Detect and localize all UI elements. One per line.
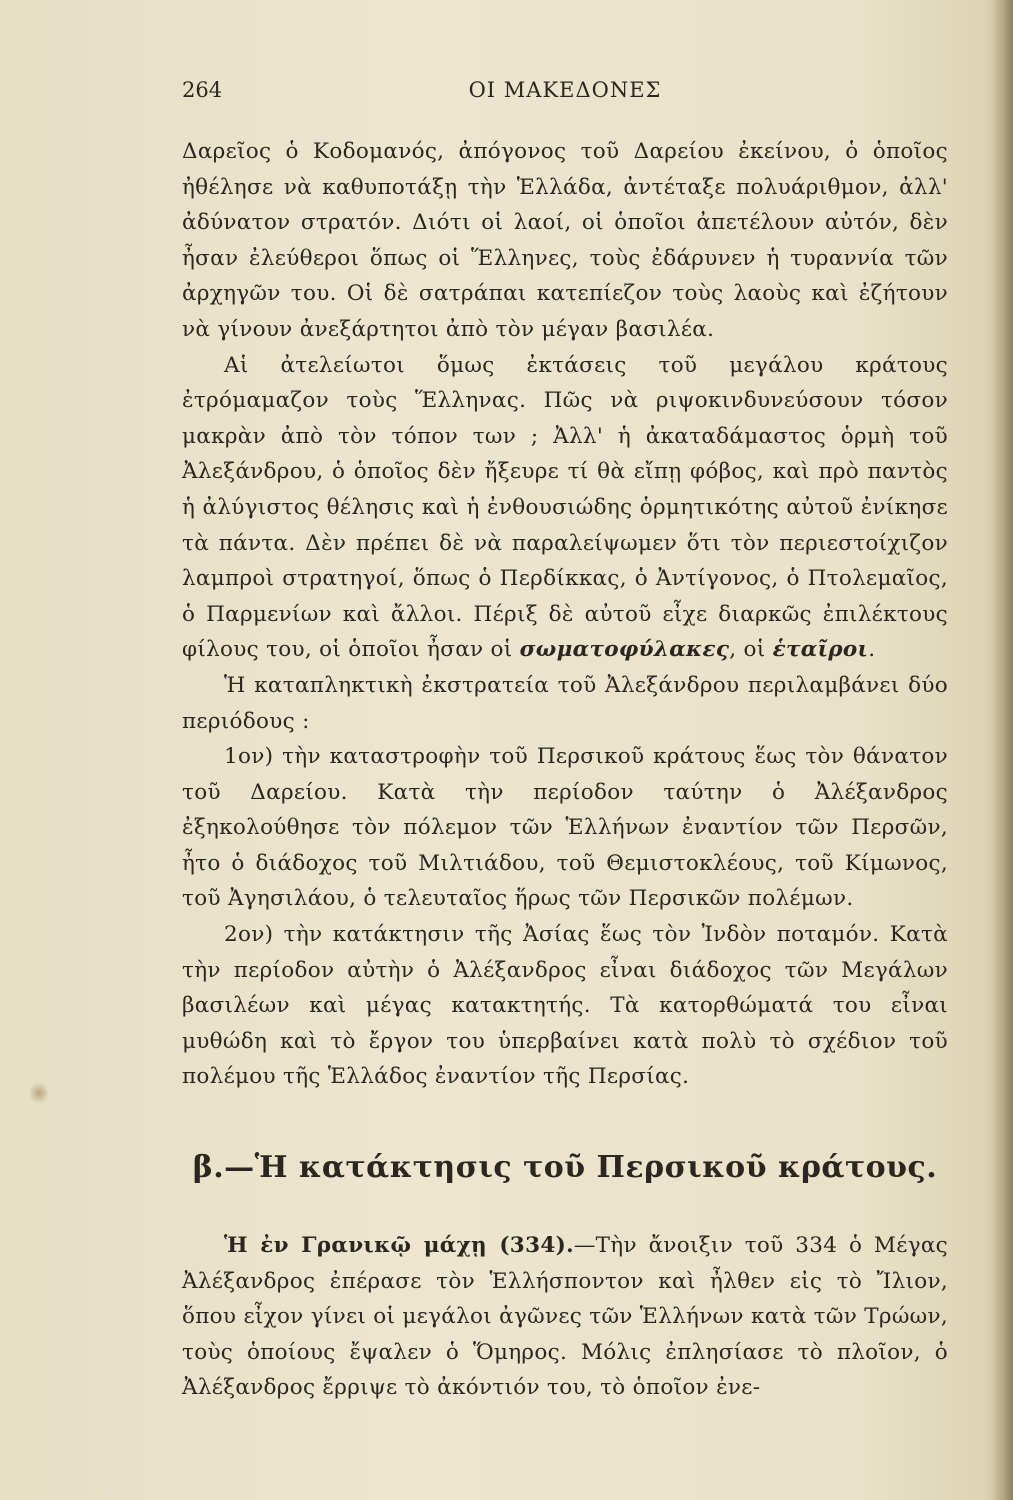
paragraph: Ἡ καταπληκτικὴ ἐκστρατεία τοῦ Ἀλεξάνδρου περιλαμβάνει δύο περιόδους : [182, 672, 948, 734]
paragraph: Αἱ ἀτελείωτοι ὅμως ἐκτάσεις τοῦ μεγάλου κράτους ἐτρόμαμαζον τοὺς Ἕλληνας. Πῶς νὰ ριψοκινδυνεύσουν τόσον μακρὰν ἀπὸ τὸν τόπον των ; Ἀλλ' ἡ ἀκαταδάμαστος ὁρμὴ τοῦ Ἀλεξάνδρου, ὁ ὁποῖος δὲν ἤξευρε τί θὰ εἴπῃ φόβος, καὶ πρὸ παντὸς ἡ ἀλύγιστος θέλησις καὶ ἡ ἐνθουσιώδης ὁρμητικότης αὐτοῦ ἐνίκησε τὰ πάντα. Δὲν πρέπει δὲ νὰ παραλείψωμεν ὅτι τὸν περιεστοίχιζον λαμπροὶ στρατηγοί, ὅπως ὁ Περδίκκας, ὁ Ἀντίγονος, ὁ Πτολεμαῖος, ὁ Παρμενίων καὶ ἄλλοι. Πέριξ δὲ αὐτοῦ εἶχε διαρκῶς ἐπιλέκτους φίλους του, οἱ ὁποῖοι ἦσαν οἱ σωματοφύλακες, οἱ ἑταῖροι. [182, 352, 948, 663]
paragraph: Δαρεῖος ὁ Κοδομανός, ἀπόγονος τοῦ Δαρείου ἐκείνου, ὁ ὁποῖος ἠθέλησε νὰ καθυποτάξῃ τὴν Ἑλλάδα, ἀντέταξε πολυάριθμον, ἀλλ' ἀδύνατον στρατόν. Διότι οἱ λαοί, οἱ ὁποῖοι ἀπετέλουν αὐτόν, δὲν ἦσαν ἐλεύθεροι ὅπως οἱ Ἕλληνες, τοὺς ἐδάρυνεν ἡ τυραννία τῶν ἀρχηγῶν του. Οἱ δὲ σατράπαι κατεπίεζον τοὺς λαοὺς καὶ ἐζήτουν νὰ γίνουν ἀνεξάρτητοι ἀπὸ τὸν μέγαν βασιλέα. [182, 139, 948, 342]
page-header [182, 78, 948, 114]
paragraph: 1ον) τὴν καταστροφὴν τοῦ Περσικοῦ κράτους ἕως τὸν θάνατον τοῦ Δαρείου. Κατὰ τὴν περίοδον ταύτην ὁ Ἀλέξανδρος ἐξηκολούθησε τὸν πόλεμον τῶν Ἑλλήνων ἐναντίον τῶν Περσῶν, ἦτο ὁ διάδοχος τοῦ Μιλτιάδου, τοῦ Θεμιστοκλέους, τοῦ Κίμωνος, τοῦ Ἀγησιλάου, ὁ τελευταῖος ἥρως τῶν Περσικῶν πολέμων. [182, 744, 948, 912]
paragraph: 2ον) τὴν κατάκτησιν τῆς Ἀσίας ἕως τὸν Ἰνδὸν ποταμόν. Κατὰ τὴν περίοδον αὐτὴν ὁ Ἀλέξανδρος εἶναι διάδοχος τῶν Μεγάλων βασιλέων καὶ μέγας κατακτητής. Τὰ κατορθώματά του εἶναι μυθώδη καὶ τὸ ἔργον του ὑπερβαίνει κατὰ πολὺ τὸ σχέδιον τοῦ πολέμου τῆς Ἑλλάδος ἐναντίον τῆς Περσίας. [182, 922, 948, 1090]
running-title: ΟΙ ΜΑΚΕΔΟΝΕΣ [468, 78, 662, 102]
section-heading: β.—Ἡ κατάκτησις τοῦ Περσικοῦ κράτους. [192, 1150, 938, 1185]
section-body [182, 1228, 948, 1406]
page-edge-shadow [991, 0, 1013, 1500]
page-number: 264 [182, 78, 223, 102]
run-in-heading: Ἡ ἐν Γρανικῷ μάχῃ (334). [224, 1233, 574, 1258]
emphasis-term: σωματοφύλακες [519, 637, 730, 663]
paper-stain [30, 1082, 48, 1104]
emphasis-term: ἑταῖροι [772, 637, 869, 663]
paragraph: Ἡ ἐν Γρανικῷ μάχῃ (334).—Τὴν ἄνοιξιν τοῦ 334 ὁ Μέγας Ἀλέξανδρος ἐπέρασε τὸν Ἑλλήσποντον καὶ ἦλθεν εἰς τὸ Ἴλιον, ὅπου εἶχον γίνει οἱ μεγάλοι ἀγῶνες τῶν Ἑλλήνων κατὰ τῶν Τρώων, τοὺς ὁποίους ἔψαλεν ὁ Ὅμηρος. Μόλις ἐπλησίασε τὸ πλοῖον, ὁ Ἀλέξανδρος ἔρριψε τὸ ἀκόντιόν του, τὸ ὁποῖον ἐνε- [182, 1233, 948, 1401]
body-text [182, 134, 948, 1095]
